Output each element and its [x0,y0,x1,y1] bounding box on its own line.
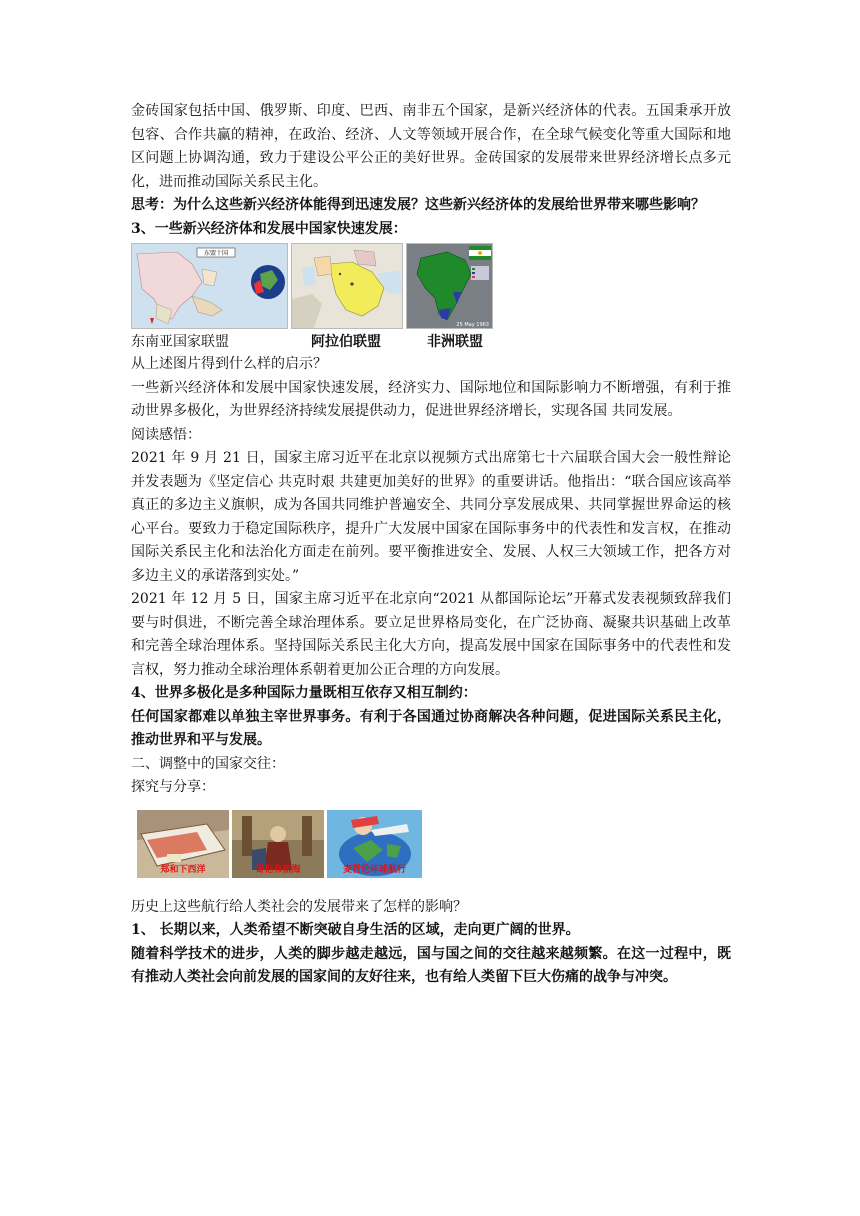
magellan-label: 麦哲伦环球航行 [342,864,407,875]
heading-3: 3、一些新兴经济体和发展中国家快速发展： [131,220,407,237]
zhenghe-image [137,810,229,878]
caption-arab-league: 阿拉伯联盟 [311,334,381,350]
answer-3: 一些新兴经济体和发展中国家快速发展，经济实力、国际地位和国际影响力不断增强，有利于推动世界多极化，为世界经济持续发展提供动力，促进世界经济增长，实现各国 共同发展。 [131,379,731,419]
speech-2: 2021 年 12 月 5 日，国家主席习近平在北京向“2021 从都国际论坛”开幕式发表视频致辞我们要与时俱进，不断完善全球治理体系。要立足世界格局变化，在广泛协商、凝聚共识基础上改革和完善全球治理体系。坚持国际关系民主化大方向，提高发展中国家在国际事务中的代表性和发言权，努力推动全球治理体系朝着更加公正合理的方向发展。 [131,591,731,678]
magellan-image [327,810,422,878]
caption-asean: 东南亚国家联盟 [131,334,229,350]
arab-league-map-image [291,243,403,329]
question-history: 历史上这些航行给人类社会的发展带来了怎样的影响？ [131,898,467,915]
map-captions [131,331,731,353]
question-images: 从上述图片得到什么样的启示？ [131,356,327,372]
caption-african-union: 非洲联盟 [427,334,483,350]
heading-4-body: 任何国家都难以单独主宰世界事务。有利于各国通过协商解决各种问题，促进国际关系民主化，推动世界和平与发展。 [131,708,731,748]
columbus-label: 哥伦布航海 [255,864,301,875]
africa-date-label: 25 May 1963 [456,322,489,328]
section-2-title: 二、调整中的国家交往： [131,755,285,772]
african-union-map-image [406,243,493,329]
columbus-image [232,810,324,878]
heading-4: 4、世界多极化是多种国际力量既相互依存又相互制约： [131,685,477,701]
explore-label: 探究与分享： [131,779,215,795]
asean-box-label: 东盟十国 [203,250,229,257]
reading-label: 阅读感悟： [131,426,201,443]
speech-1: 2021 年 9 月 21 日，国家主席习近平在北京以视频方式出席第七十六届联合国大会一般性辩论并发表题为《坚定信心 共克时艰 共建更加美好的世界》的重要讲话。他指出：“联合国应该高举真正的多边主义旗帜，成为各国共同维护普遍安全、共同分享发展成果、共同掌握世界命运的核心平台。要致力于稳定国际秩序，提升广大发展中国家在国际事务中的代表性和发言权，在推动国际关系民主化和法治化方面走在前列。要平衡推进安全、发展、人权三大领域工作，把各方对多边主义的承诺落到实处。” [131,450,731,584]
map-images-row [131,243,731,329]
document-page [131,100,731,990]
heading-1b-body: 随着科学技术的进步，人类的脚步越走越远，国与国之间的交往越来越频繁。在这一过程中，既有推动人类社会向前发展的国家间的友好往来，也有给人类留下巨大伤痛的战争与冲突。 [131,945,731,985]
brics-paragraph: 金砖国家包括中国、俄罗斯、印度、巴西、南非五个国家，是新兴经济体的代表。五国秉承开放包容、合作共赢的精神，在政治、经济、人文等领域开展合作，在全球气候变化等重大国际和地区问题上协调沟通，致力于建设公平公正的美好世界。金砖国家的发展带来世界经济增长点多元化，进而推动国际关系民主化。 [131,103,731,190]
asean-map-image [131,243,288,329]
heading-1b: 1、 长期以来，人类希望不断突破自身生活的区域，走向更广阔的世界。 [131,922,580,938]
think-question: 思考：为什么这些新兴经济体能得到迅速发展？这些新兴经济体的发展给世界带来哪些影响？ [131,197,705,213]
zhenghe-label: 郑和下西洋 [160,864,206,875]
history-images-row [137,810,731,880]
